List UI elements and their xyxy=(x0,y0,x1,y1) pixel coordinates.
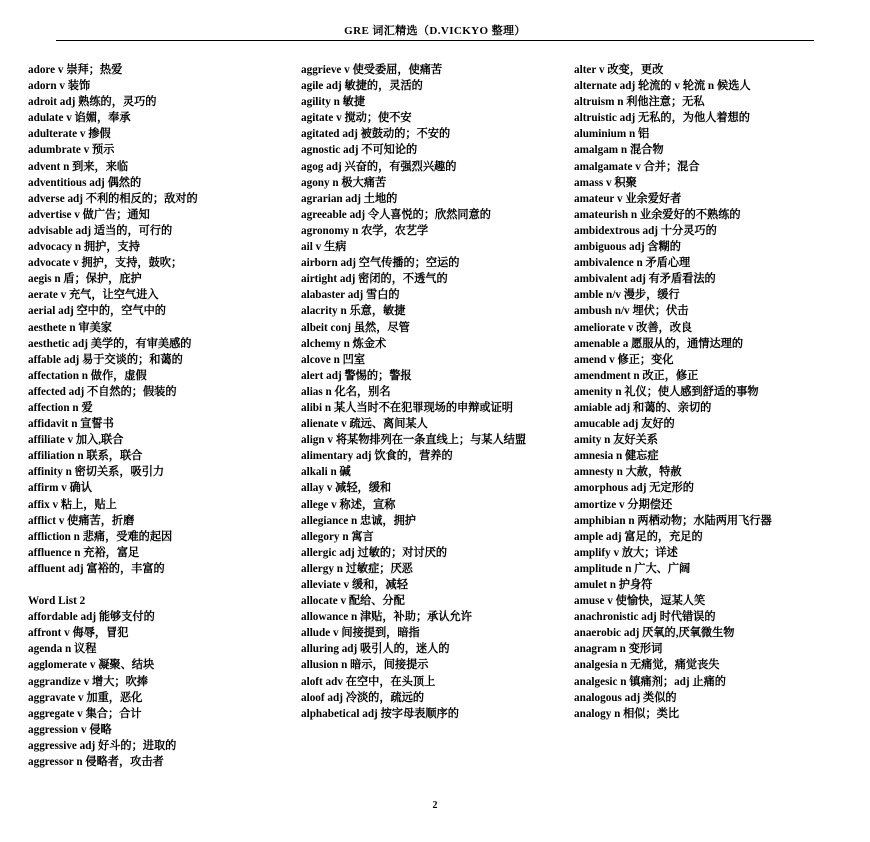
glossary-entry: affordable adj 能够支付的 xyxy=(28,611,155,624)
glossary-entry: allege v 称述，宣称 xyxy=(301,498,396,511)
glossary-entry: amity n 友好关系 xyxy=(574,434,658,447)
glossary-entry: allowance n 津贴，补助；承认允许 xyxy=(301,611,472,624)
glossary-entry: amuse v 使愉快，逗某人笑 xyxy=(574,595,706,608)
glossary-entry: affluence n 充裕，富足 xyxy=(28,546,140,559)
glossary-entry: analgesia n 无痛觉，痛觉丧失 xyxy=(574,659,720,672)
glossary-entry: adore v 崇拜；热爱 xyxy=(28,64,123,76)
glossary-entry: agnostic adj 不可知论的 xyxy=(301,144,418,157)
section-heading-word-list-2: Word List 2 xyxy=(28,595,86,608)
glossary-entry: aggrandize v 增大；吹捧 xyxy=(28,675,148,688)
glossary-entry: amplify v 放大；详述 xyxy=(574,546,678,559)
glossary-entry: agony n 极大痛苦 xyxy=(301,176,387,189)
glossary-entry: affection n 爱 xyxy=(28,401,93,414)
glossary-entry: amiable adj 和蔼的、亲切的 xyxy=(574,401,712,414)
glossary-entry: alter v 改变，更改 xyxy=(574,64,664,76)
glossary-entry: amphibian n 两栖动物；水陆两用飞行器 xyxy=(574,514,772,527)
glossary-entry: alcove n 凹室 xyxy=(301,353,366,366)
glossary-entry: affirm v 确认 xyxy=(28,482,93,495)
glossary-entry: ambush n/v 埋伏；伏击 xyxy=(574,305,689,318)
glossary-entry: adulterate v 掺假 xyxy=(28,128,111,141)
glossary-entry: alibi n 某人当时不在犯罪现场的申辩或证明 xyxy=(301,401,513,414)
glossary-entry: albeit conj 虽然，尽管 xyxy=(301,321,410,334)
glossary-entry: agitated adj 被鼓动的；不安的 xyxy=(301,128,451,141)
glossary-entry: amorphous adj 无定形的 xyxy=(574,482,694,495)
glossary-entry: agronomy n 农学，农艺学 xyxy=(301,224,429,237)
glossary-entry: ameliorate v 改善，改良 xyxy=(574,321,693,334)
glossary-entry: anachronistic adj 时代错误的 xyxy=(574,611,716,624)
glossary-entry: advertise v 做广告；通知 xyxy=(28,208,150,221)
glossary-entry: affinity n 密切关系，吸引力 xyxy=(28,466,165,479)
glossary-entry: amalgamate v 合并；混合 xyxy=(574,160,700,173)
glossary-entry: alacrity n 乐意，敏捷 xyxy=(301,305,406,318)
glossary-entry: agile adj 敏捷的，灵活的 xyxy=(301,80,423,93)
glossary-entry: amendment n 改正，修正 xyxy=(574,369,699,382)
glossary-entry: amnesty n 大赦，特赦 xyxy=(574,466,682,479)
glossary-entry: allay v 减轻，缓和 xyxy=(301,482,392,495)
glossary-entry: anaerobic adj 厌氧的,厌氧微生物 xyxy=(574,627,735,640)
glossary-entry: affliction n 悲痛，受难的起因 xyxy=(28,530,173,543)
glossary-entry: advocate v 拥护，支持，鼓吹； xyxy=(28,257,183,270)
glossary-entry: anagram n 变形词 xyxy=(574,643,663,656)
glossary-entry: aggrieve v 使受委屈，使痛苦 xyxy=(301,64,443,76)
glossary-entry: ample adj 富足的，充足的 xyxy=(574,530,703,543)
glossary-entry: allegiance n 忠诚，拥护 xyxy=(301,514,416,527)
glossary-entry: alkali n 碱 xyxy=(301,466,351,479)
glossary-entry: alluring adj 吸引人的，迷人的 xyxy=(301,643,450,656)
glossary-entry: agrarian adj 土地的 xyxy=(301,192,398,205)
spacer xyxy=(28,577,295,593)
glossary-entry: ambivalent adj 有矛盾看法的 xyxy=(574,273,716,286)
glossary-entry: agenda n 议程 xyxy=(28,643,97,656)
glossary-entry: altruistic adj 无私的，为他人着想的 xyxy=(574,112,750,125)
glossary-entry: aerial adj 空中的，空气中的 xyxy=(28,305,166,318)
glossary-entry: agog adj 兴奋的，有强烈兴趣的 xyxy=(301,160,457,173)
glossary-entry: affable adj 易于交谈的；和蔼的 xyxy=(28,353,183,366)
glossary-entry: adorn v 装饰 xyxy=(28,80,91,93)
glossary-entry: adulate v 谄媚，奉承 xyxy=(28,112,131,125)
glossary-entry: affiliation n 联系，联合 xyxy=(28,450,143,463)
glossary-entry: alphabetical adj 按字母表顺序的 xyxy=(301,707,459,720)
glossary-entry: advocacy n 拥护，支持 xyxy=(28,241,140,254)
glossary-entry: aggressive adj 好斗的；进取的 xyxy=(28,739,177,752)
glossary-entry: allergic adj 过敏的；对讨厌的 xyxy=(301,546,448,559)
glossary-entry: affix v 粘上，贴上 xyxy=(28,498,117,511)
glossary-entry: aggression v 侵略 xyxy=(28,723,112,736)
glossary-entry: alabaster adj 雪白的 xyxy=(301,289,400,302)
glossary-entry: ambidextrous adj 十分灵巧的 xyxy=(574,224,717,237)
glossary-entry: amplitude n 广大、广阔 xyxy=(574,562,691,575)
glossary-entry: alimentary adj 饮食的，营养的 xyxy=(301,450,453,463)
glossary-entry: aggressor n 侵略者，攻击者 xyxy=(28,756,164,769)
glossary-entry: amucable adj 友好的 xyxy=(574,418,675,431)
page-header: GRE 词汇精选（D.VICKYO 整理） xyxy=(344,25,526,37)
glossary-column-3 xyxy=(574,62,847,770)
glossary-entry: amortize v 分期偿还 xyxy=(574,498,673,511)
glossary-entry: amenity n 礼仪；使人感到舒适的事物 xyxy=(574,385,759,398)
glossary-entry: ambiguous adj 含糊的 xyxy=(574,241,681,254)
glossary-entry: affectation n 做作，虚假 xyxy=(28,369,147,382)
glossary-entry: aluminium n 铝 xyxy=(574,128,650,141)
glossary-entry: align v 将某物排列在一条直线上；与某人结盟 xyxy=(301,434,527,447)
glossary-entry: analogy n 相似；类比 xyxy=(574,707,680,720)
glossary-entry: allusion n 暗示，间接提示 xyxy=(301,659,429,672)
glossary-entry: afflict v 使痛苦，折磨 xyxy=(28,514,135,527)
glossary-entry: ail v 生病 xyxy=(301,241,347,254)
glossary-column-2 xyxy=(301,62,574,770)
glossary-entry: affiliate v 加入,联合 xyxy=(28,434,124,447)
glossary-entry: alert adj 警惕的；警报 xyxy=(301,369,412,382)
glossary-entry: aerate v 充气，让空气进入 xyxy=(28,289,159,302)
glossary-entry: allergy n 过敏症；厌恶 xyxy=(301,562,413,575)
glossary-entry: allude v 间接提到，暗指 xyxy=(301,627,420,640)
glossary-entry: aggravate v 加重，恶化 xyxy=(28,691,143,704)
glossary-entry: allocate v 配给、分配 xyxy=(301,595,405,608)
glossary-entry: aloof adj 冷淡的，疏远的 xyxy=(301,691,425,704)
glossary-entry: amenable a 愿服从的，通情达理的 xyxy=(574,337,744,350)
glossary-entry: amble n/v 漫步，缓行 xyxy=(574,289,680,302)
glossary-entry: alchemy n 炼金术 xyxy=(301,337,387,350)
glossary-entry: amulet n 护身符 xyxy=(574,579,653,591)
glossary-entry: adroit adj 熟练的，灵巧的 xyxy=(28,96,157,109)
glossary-entry: aegis n 盾；保护，庇护 xyxy=(28,273,142,286)
header-divider xyxy=(56,40,814,41)
glossary-entry: advisable adj 适当的，可行的 xyxy=(28,224,173,237)
glossary-entry: aloft adv 在空中，在头顶上 xyxy=(301,675,436,688)
glossary-entry: aesthete n 审美家 xyxy=(28,321,112,334)
glossary-entry: adverse adj 不利的相反的；敌对的 xyxy=(28,192,198,205)
glossary-entry: analgesic n 镇痛剂；adj 止痛的 xyxy=(574,675,726,688)
glossary-entry: amateurish n 业余爱好的不熟练的 xyxy=(574,208,741,221)
glossary-entry: affront v 侮辱，冒犯 xyxy=(28,627,129,640)
glossary-entry: aggregate v 集合；合计 xyxy=(28,707,142,720)
glossary-entry: amass v 积聚 xyxy=(574,176,637,189)
glossary-entry: agitate v 搅动；使不安 xyxy=(301,112,412,125)
glossary-entry: affidavit n 宣誓书 xyxy=(28,418,114,431)
glossary-entry: allegory n 寓言 xyxy=(301,530,374,543)
glossary-entry: agility n 敏捷 xyxy=(301,96,366,109)
glossary-entry: advent n 到来，来临 xyxy=(28,160,129,173)
glossary-entry: amend v 修正；变化 xyxy=(574,353,674,366)
glossary-entry: altruism n 利他注意；无私 xyxy=(574,96,705,109)
glossary-entry: aesthetic adj 美学的，有审美感的 xyxy=(28,337,192,350)
glossary-entry: affluent adj 富裕的，丰富的 xyxy=(28,562,165,575)
glossary-entry: airtight adj 密闭的，不透气的 xyxy=(301,273,448,286)
glossary-entry: adumbrate v 预示 xyxy=(28,144,115,157)
glossary-column-1 xyxy=(28,62,301,770)
glossary-entry: amateur v 业余爱好者 xyxy=(574,192,682,205)
glossary-entry: alleviate v 缓和，减轻 xyxy=(301,579,408,591)
glossary-entry: ambivalence n 矛盾心理 xyxy=(574,257,691,270)
glossary-entry: alternate adj 轮流的 v 轮流 n 候选人 xyxy=(574,80,751,93)
glossary-entry: amnesia n 健忘症 xyxy=(574,450,659,463)
glossary-entry: agreeable adj 令人喜悦的；欣然同意的 xyxy=(301,208,491,221)
glossary-entry: analogous adj 类似的 xyxy=(574,691,677,704)
glossary-entry: amalgam n 混合物 xyxy=(574,144,664,157)
glossary-entry: airborn adj 空气传播的；空运的 xyxy=(301,257,460,270)
glossary-entry: agglomerate v 凝聚、结块 xyxy=(28,659,155,672)
glossary-entry: alienate v 疏远、离间某人 xyxy=(301,418,428,431)
page-number: 2 xyxy=(432,800,438,811)
glossary-entry: alias n 化名，别名 xyxy=(301,385,391,398)
glossary-columns xyxy=(28,62,848,770)
glossary-entry: affected adj 不自然的；假装的 xyxy=(28,385,177,398)
glossary-entry: adventitious adj 偶然的 xyxy=(28,176,142,189)
